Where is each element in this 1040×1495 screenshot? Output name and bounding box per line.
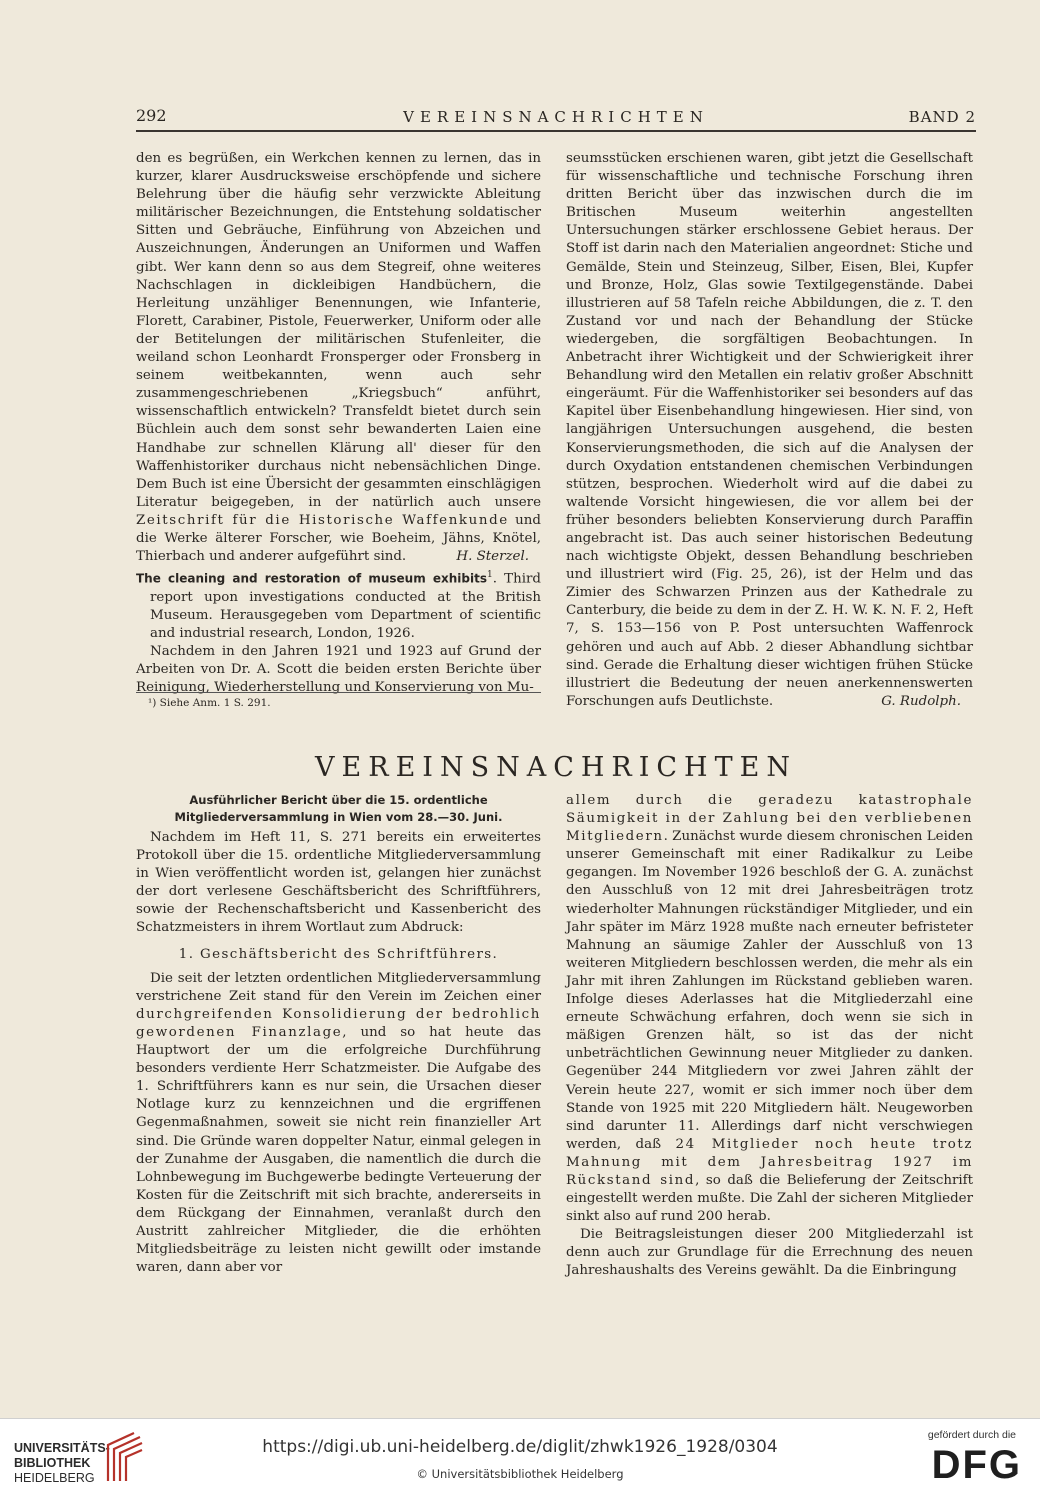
page-header [136,106,976,130]
footnote-ref: 1 [486,570,493,581]
viewer-footer [0,1418,1040,1495]
page-number: 292 [136,106,167,125]
paragraph-text: , so daß die Belieferung der Zeitschrift eingestellt werden mußte. Die Zahl der sicheren Mitglieder sinkt also auf rund 200 herab. [566,1172,974,1225]
bib-title: The cleaning and restoration of museum exhibits [136,571,487,586]
footnote: ¹) Siehe Anm. 1 S. 291. [148,697,271,709]
dfg-logo[interactable]: DFG [931,1443,1022,1487]
report-intro: Nachdem im Heft 11, S. 271 bereits ein erweitertes Protokoll über die 15. ordentliche Mitgliederversammlung in Wien veröffentlicht worden ist, gelangen hier zunächst der dort verlesene Geschäftsbericht des Schriftführers, sowie der Rechenschaftsbericht und Kassenbericht des Schatzmeisters in ihrem Wortlaut zum Abdruck: [136,830,541,936]
review-cleaning: Nachdem in den Jahren 1921 und 1923 auf Grund der Arbeiten von Dr. A. Scott die beiden ersten Berichte über Reinigung, Wiederherstellung und Konservierung von Mu- [136,644,541,696]
report-paragraph-cont [566,792,973,1226]
column-right-top [566,150,973,711]
column-left-top [136,150,541,697]
signature: G. Rudolph. [881,693,961,709]
spaced-text: Zeitschrift für die Historische Waffenkunde [136,512,509,528]
band-label: BAND 2 [908,108,976,126]
paragraph-text: , und so hat heute das Hauptwort der um die erfolgreiche Durchführung besonders verdiente Herr Schatzmeister. Die Aufgabe des 1. Schriftführers kann es nur sein, die Ursachen dieser Notlage kurz zu kennzeichnen und die ergriffenen Gegenmaßnahmen, soweit sie nicht rein finanzieller Art sind. Die Gründe waren doppelter Natur, einmal gelegen in der Zunahme der Ausgaben, die namentlich die durch die Lohnbewegung im Buchgewerbe bedingte Verteuerung der Kosten für die Zeitschrift mit sich brachte, andererseits in dem Rückgang der Einnahmen, veranlaßt durch den Austritt zahlreicher Mitglieder, die die erhöhten Mitgliedsbeiträge zu leisten nicht gewillt oder imstande waren, dann aber vor [136,1024,541,1276]
paragraph-text: seumsstücken erschienen waren, gibt jetzt die Gesellschaft für wissenschaftliche und technische Forschung ihren dritten Bericht über das inzwischen durch die im Britischen Museum weiterhin angestellten Untersuchungen stärker erschlossene Gebiet heraus. Der Stoff ist darin nach den Materialien angeordnet: Stiche und Gemälde, Stein und Steinzeug, Silber, Eisen, Blei, Kupfer und Bronze, Holz, Glas sowie Textilgegenstände. Dabei illustrieren auf 58 Tafeln reiche Abbildungen, die z. T. den Zustand vor und nach der Behandlung der Stücke wiedergeben, die sorgfältigen Beobachtungen. In Anbetracht ihrer Wichtigkeit und der Schwierigkeit ihrer Behandlung wird den Metallen ein relativ großer Abschnitt eingeräumt. Für die Waffenhistoriker sei besonders auf das Kapitel über Eisenbehandlung hingewiesen. Hier sind, von langjährigen Untersuchungen ausgehend, die besten Konservierungsmethoden, die sich auf die Analysen der durch Oxydation entstandenen chemischen Verbindungen stützen, besprochen. Wiederholt wird auf die dabei zu waltende Vorsicht hingewiesen, die vor allem bei der früher besonders beliebten Konservierung durch Paraffin angebracht ist. Das auch seiner historischen Bedeutung nach wichtigste Objekt, dessen Behandlung beschrieben und illustriert wird (Fig. 25, 26), ist der Helm und das Zimier des Schwarzen Prinzen aus der Kathedrale zu Canterbury, die beide zu dem in der Z. H. W. K. N. F. 2, Heft 7, S. 153—156 von P. Post untersuchten Waffenrock gehören und auch auf Abb. 2 dieser Abhandlung sichtbar sind. Gerade die Erhaltung dieser wichtigen frühen Stücke illustriert die Bedeutung der neuen anerkennenswerten Forschungen aufs Deutlichste. [566,151,974,709]
header-rule [136,130,976,132]
subheading: 1. Geschäftsbericht des Schriftführers. [178,946,499,962]
signature: H. Sterzel. [456,549,529,565]
report-paragraph-2: Die Beitragsleistungen dieser 200 Mitgliederzahl ist denn auch zur Grundlage für die Errechnung des neuen Jahreshaushalts des Vereins gewählt. Da die Einbringung [566,1227,973,1279]
column-left-bottom [136,792,541,1277]
column-right-bottom [566,792,973,1281]
running-title: VEREINSNACHRICHTEN [403,108,709,126]
review-cleaning-cont [566,150,973,711]
bib-details: . Third report upon investigations conducted at the British Museum. Herausgegeben vom Department of scientific and industrial research, London, 1926. [150,571,541,641]
bibliography-entry [136,566,541,643]
paragraph-text: . Zunächst wurde diesem chronischen Leiden unserer Gemeinschaft mit einer Radikalkur zu Leibe gegangen. Im November 1926 beschloß der G. A. zunächst den Ausschluß von 12 mit drei Jahresbeiträgen trotz wiederholter Mahnungen rückständiger Mitglieder, und ein Jahr später im März 1928 mußte nach erneuter befristeter Mahnung an säumige Zahler der Ausschluß von 13 weiteren Mitgliedern beschlossen werden, die mehr als ein Jahr mit ihren Zahlungen im Rückstand geblieben waren. Infolge dieses Aderlasses hat die Mitgliederzahl eine erneute Schwächung erfahren, doch wenn sie sich in mäßigen Grenzen hält, so ist das der nicht unbeträchtlichen Gewinnung neuer Mitglieder zu danken. Gegenüber 244 Mitgliedern vor zwei Jahren zählt der Verein heute 227, womit er sich immer noch über dem Stande von 1925 mit 220 Mitgliedern hält. Neugeworben sind darunter 11. Allerdings darf nicht verschwiegen werden, daß [566,829,973,1152]
report-paragraph [136,970,541,1278]
spaced-text: durchgreifenden Konsolidierung der bedrohlich gewordenen Finanzlage [136,1006,541,1040]
library-name-line: UNIVERSITÄTS- [14,1441,110,1455]
library-name-line: HEIDELBERG [14,1471,95,1485]
footnote-rule [136,692,541,693]
permalink-url[interactable]: https://digi.ub.uni-heidelberg.de/diglit/zhwk1926_1928/0304 [262,1437,778,1457]
funding-note: gefördert durch die [927,1429,1016,1441]
spaced-text: 24 Mitglieder noch heute trotz Mahnung mit dem Jahresbeitrag 1927 im Rückstand sind [566,1136,973,1188]
report-heading: Ausführlicher Bericht über die 15. ordentliche Mitgliederversammlung in Wien vom 28.—30. Juni. [174,793,503,824]
section-title: VEREINSNACHRICHTEN [315,752,797,783]
review-transfeldt [136,150,541,566]
library-name-line: BIBLIOTHEK [14,1456,91,1470]
paragraph-text: und die Werke älterer Forscher, wie Boeheim, Jähns, Knötel, Thierbach und anderer aufgeführt sind. [136,512,542,565]
paragraph-text: den es begrüßen, ein Werkchen kennen zu lernen, das in kurzer, klarer Ausdrucksweise erschöpfende und sichere Belehrung über die häufig sehr verzwickte Ableitung militärischer Bezeichnungen, die Entstehung soldatischer Sitten und Gebräuche, Einführung von Abzeichen und Auszeichnungen, Änderungen an Uniformen und Waffen gibt. Wer kann denn so aus dem Stegreif, ohne weiteres Nachschlagen in dickleibigen Handbüchern, die Herleitung unzähliger Benennungen, wie Infanterie, Florett, Carabiner, Pistole, Feuerwerker, Uniform oder alle der Betitelungen der militärischen Stufenleiter, die weiland schon Leonhardt Fronsperger oder Fronsberg in seinem weitbekannten, wenn auch sehr zusammengeschriebenen „Kriegsbuch“ anführt, wissenschaftlich entwickeln? Transfeldt bietet durch sein Büchlein auch dem sonst sehr bewanderten Laien eine Handhabe zur schnellen Klärung all' dieser für den Waffenhistoriker durchaus nicht nebensächlichen Dinge. Dem Buch ist eine Übersicht der gesammten einschlägigen Literatur beigegeben, in der natürlich auch unsere [136,151,541,510]
spaced-text: allem durch die geradezu katastrophale Säumigkeit in der Zahlung bei den verbliebenen Mitgliedern [566,793,973,845]
paragraph-text: Die seit der letzten ordentlichen Mitgliederversammlung verstrichene Zeit stand für den Verein im Zeichen einer [136,970,541,1004]
copyright-notice: © Universitätsbibliothek Heidelberg [416,1467,624,1481]
